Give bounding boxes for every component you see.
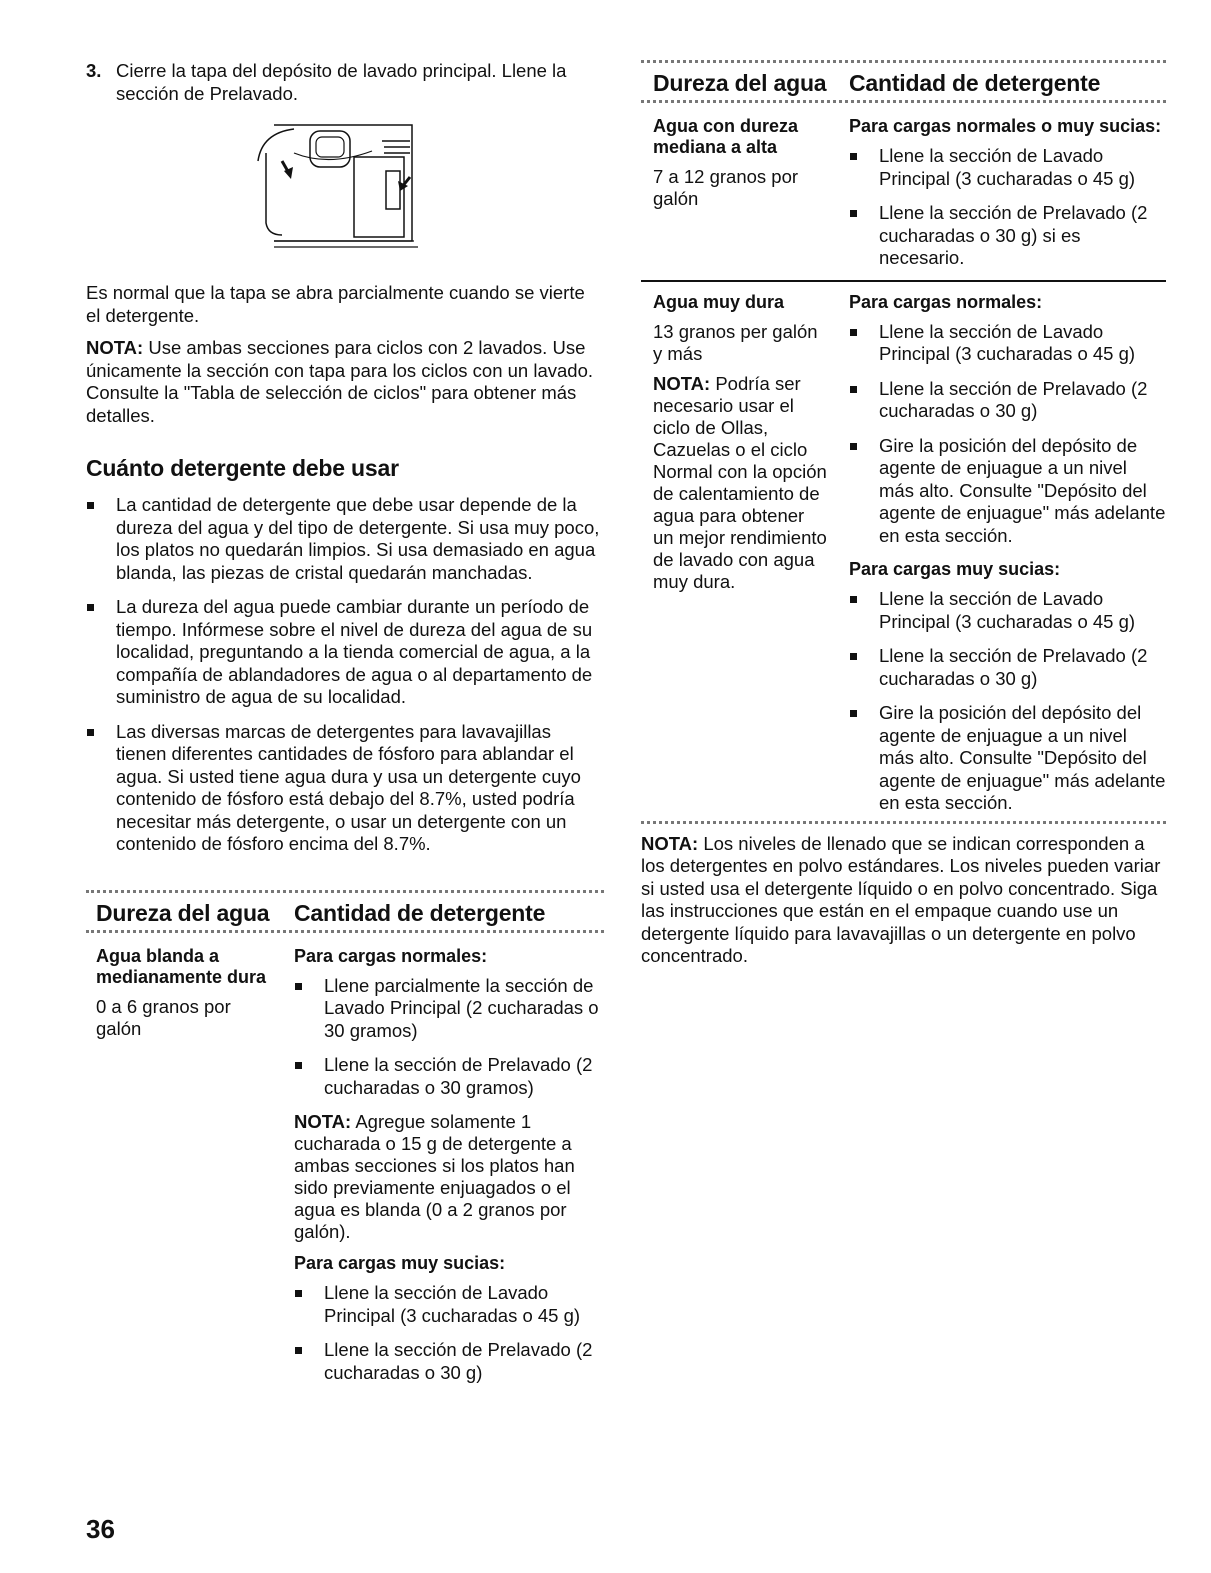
left-column	[86, 60, 604, 1396]
bullet-icon	[87, 502, 94, 509]
bullet-icon	[850, 596, 857, 603]
table-rule	[641, 821, 1166, 827]
normal-loads-title: Para cargas normales:	[294, 945, 488, 966]
column-header-hardness: Dureza del agua	[653, 70, 827, 96]
list-item: Llene la sección de Lavado Principal (3 cucharadas o 45 g)	[849, 321, 1166, 366]
loads-list	[849, 145, 1166, 270]
bullet-icon	[295, 1347, 302, 1354]
table-header	[641, 66, 1166, 100]
note-text: Los niveles de llenado que se indican corresponden a los detergentes en polvo estándares. Los niveles pueden variar si usted usa el detergente líquido o en polvo concentrado. Siga las instrucciones que están en el empaque cuando use un detergente líquido para lavavajillas o un detergente en polvo concentrado.	[641, 832, 1161, 966]
bullet-icon	[295, 983, 302, 990]
dirty-loads-list	[849, 588, 1166, 815]
list-item: Llene la sección de Prelavado (2 cucharadas o 30 g)	[849, 645, 1166, 690]
bullet-icon	[850, 210, 857, 217]
bullet-icon	[850, 443, 857, 450]
list-item: La dureza del agua puede cambiar durante un período de tiempo. Infórmese sobre el nivel de dureza del agua de su localidad, preguntando a la tienda comercial de agua, a la compañía de ablandadores de agua o al departamento de suministro de agua de su localidad.	[86, 596, 604, 709]
loads-title: Para cargas normales o muy sucias:	[849, 116, 1162, 136]
note-text: Podría ser necesario usar el ciclo de Ollas, Cazuelas o el ciclo Normal con la opción de calentamiento de agua para obtener un mejor rendimiento de lavado con agua muy dura.	[653, 372, 827, 592]
section-heading: Cuánto detergente debe usar	[86, 455, 399, 481]
amount-cell	[849, 116, 1166, 274]
table-note	[294, 1111, 604, 1243]
list-item: Llene la sección de Lavado Principal (3 cucharadas o 45 g)	[294, 1282, 604, 1327]
list-item: Llene la sección de Prelavado (2 cucharadas o 30 g)	[294, 1339, 604, 1384]
table-header	[86, 896, 604, 930]
dirty-loads-title: Para cargas muy sucias:	[294, 1253, 506, 1273]
normal-lid-paragraph: Es normal que la tapa se abra parcialmente cuando se vierte el detergente.	[86, 282, 585, 326]
note-paragraph	[86, 337, 604, 427]
hardness-text: 7 a 12 granos por galón	[653, 166, 799, 209]
list-item: Llene la sección de Prelavado (2 cucharadas o 30 gramos)	[294, 1054, 604, 1099]
amount-cell	[294, 946, 604, 1397]
bullet-icon	[87, 604, 94, 611]
list-item: Gire la posición del depósito del agente de enjuague a un nivel más alto. Consulte "Depósito del agente de enjuague" más adelante en esta sección.	[849, 702, 1166, 815]
bullet-icon	[850, 153, 857, 160]
bullet-icon	[295, 1062, 302, 1069]
bottom-note	[641, 833, 1166, 968]
note-text: Agregue solamente 1 cucharada o 15 g de detergente a ambas secciones si los platos han sido previamente enjuagados o el agua es blanda (0 a 2 granos por galón).	[294, 1111, 575, 1242]
step-3	[86, 60, 604, 105]
bullet-icon	[295, 1290, 302, 1297]
normal-loads-list	[294, 975, 604, 1100]
note-label: NOTA:	[653, 372, 711, 394]
step-text: Cierre la tapa del depósito de lavado principal. Llene la sección de Prelavado.	[116, 60, 567, 104]
dirty-loads-list	[294, 1282, 604, 1384]
bullet-icon	[850, 329, 857, 336]
column-header-hardness: Dureza del agua	[96, 899, 270, 926]
bullet-icon	[850, 710, 857, 717]
hardness-table-right	[641, 60, 1166, 827]
note-label: NOTA:	[294, 1111, 352, 1132]
note-label: NOTA:	[86, 337, 144, 358]
list-item: Llene parcialmente la sección de Lavado Principal (2 cucharadas o 30 gramos)	[294, 975, 604, 1043]
step-number: 3.	[86, 60, 102, 81]
list-item: Llene la sección de Prelavado (2 cucharadas o 30 g) si es necesario.	[849, 202, 1166, 270]
column-header-amount: Cantidad de detergente	[294, 899, 546, 926]
list-item: Llene la sección de Lavado Principal (3 cucharadas o 45 g)	[849, 588, 1166, 633]
hardness-cell	[641, 292, 849, 821]
note-label: NOTA:	[641, 832, 699, 854]
hardness-table-left	[86, 890, 604, 1397]
hardness-cell	[641, 116, 849, 274]
bullet-icon	[87, 729, 94, 736]
amount-cell	[849, 292, 1166, 821]
bullet-icon	[850, 653, 857, 660]
table-row	[641, 106, 1166, 274]
hardness-title: Agua muy dura	[653, 291, 785, 312]
bullet-icon	[850, 386, 857, 393]
hardness-title: Agua con dureza mediana a alta	[653, 116, 799, 157]
list-item: Llene la sección de Prelavado (2 cucharadas o 30 g)	[849, 378, 1166, 423]
table-row	[641, 282, 1166, 821]
detergent-dispenser-illustration	[254, 123, 434, 259]
right-column	[641, 60, 1166, 968]
hardness-text: 13 granos per galón y más	[653, 320, 818, 364]
hardness-cell	[86, 946, 294, 1397]
normal-loads-list	[849, 321, 1166, 548]
page-number: 36	[86, 1514, 115, 1544]
hardness-title: Agua blanda a medianamente dura	[96, 945, 267, 987]
dirty-loads-title: Para cargas muy sucias:	[849, 559, 1061, 579]
normal-loads-title: Para cargas normales:	[849, 291, 1043, 312]
table-row	[86, 936, 604, 1397]
note-text: Use ambas secciones para ciclos con 2 lavados. Use únicamente la sección con tapa para los ciclos con un lavado. Consulte la "Tabla de selección de ciclos" para obtener más detalles.	[86, 337, 593, 426]
detergent-bullets	[86, 494, 604, 856]
list-item: Llene la sección de Lavado Principal (3 cucharadas o 45 g)	[849, 145, 1166, 190]
list-item: Gire la posición del depósito de agente de enjuague a un nivel más alto. Consulte "Depósito del agente de enjuague" más adelante en esta sección.	[849, 435, 1166, 548]
hardness-text: 0 a 6 granos por galón	[96, 995, 231, 1039]
list-item: La cantidad de detergente que debe usar depende de la dureza del agua y del tipo de detergente. Si usa muy poco, los platos no quedarán limpios. Si usa demasiado en agua blanda, las piezas de cristal quedarán manchadas.	[86, 494, 604, 584]
table-note	[653, 373, 828, 593]
list-item: Las diversas marcas de detergentes para lavavajillas tienen diferentes cantidades de fósforo para ablandar el agua. Si usted tiene agua dura y usa un detergente cuyo contenido de fósforo está debajo del 8.7%, usted podría necesitar más detergente, o usar un detergente con un contenido de fósforo encima del 8.7%.	[86, 721, 604, 856]
column-header-amount: Cantidad de detergente	[849, 70, 1101, 96]
